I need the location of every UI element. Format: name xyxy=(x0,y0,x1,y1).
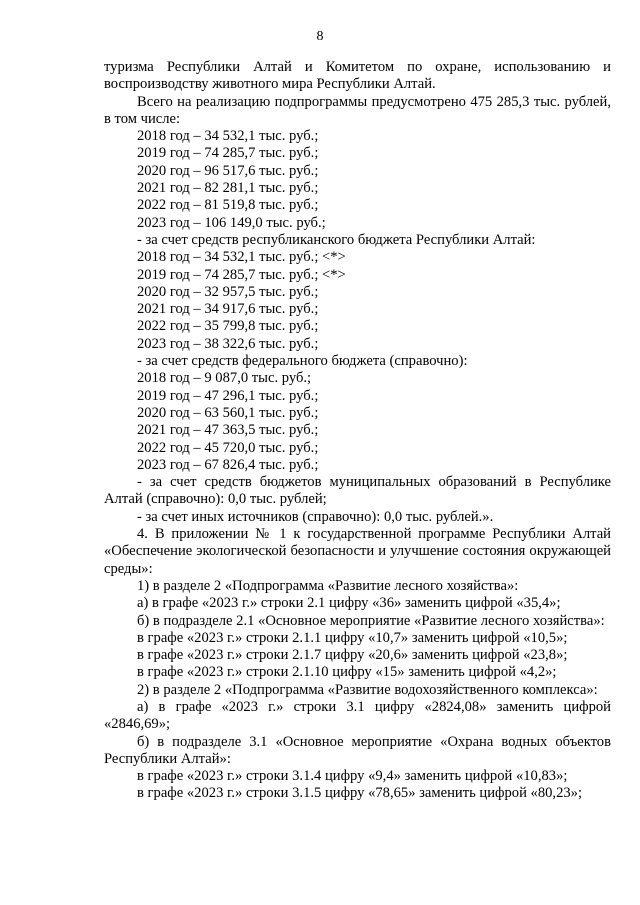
text-line: 2018 год – 34 532,1 тыс. руб.; xyxy=(137,128,319,145)
text-line: 1) в разделе 2 «Подпрограмма «Развитие лесного хозяйства»: xyxy=(137,577,519,594)
text-line: в графе «2023 г.» строки 2.1.7 цифру «20,6» заменить цифрой «23,8»; xyxy=(137,647,568,664)
text-line: 2019 год – 74 285,7 тыс. руб.; xyxy=(137,145,319,162)
text-line: 2022 год – 81 519,8 тыс. руб.; xyxy=(137,197,319,214)
text-line: 2019 год – 47 296,1 тыс. руб.; xyxy=(137,387,319,404)
text-line: 2021 год – 34 917,6 тыс. руб.; xyxy=(137,301,319,318)
text-line: - за счет средств республиканского бюджета Республики Алтай: xyxy=(137,231,536,248)
text-line: 2023 год – 67 826,4 тыс. руб.; xyxy=(137,456,319,473)
text-line: - за счет средств федерального бюджета (справочно): xyxy=(137,353,468,370)
paragraph: Всего на реализацию подпрограммы предусмотрено 475 285,3 тыс. рублей, в том числе: xyxy=(104,93,611,127)
paragraph: - за счет средств бюджетов муниципальных образований в Республике Алтай (справочно): 0,0 тыс. рублей; xyxy=(104,474,611,508)
paragraph: туризма Республики Алтай и Комитетом по охране, использованию и воспроизводству животного мира Республики Алтай. xyxy=(104,59,611,93)
text-line: - за счет иных источников (справочно): 0,0 тыс. рублей.». xyxy=(137,508,494,525)
page-number: 8 xyxy=(316,29,324,44)
text-line: 2023 год – 38 322,6 тыс. руб.; xyxy=(137,335,319,352)
text-line: 2020 год – 32 957,5 тыс. руб.; xyxy=(137,283,319,300)
text-line: в графе «2023 г.» строки 2.1.10 цифру «15» заменить цифрой «4,2»; xyxy=(137,664,557,681)
text-line: 2018 год – 34 532,1 тыс. руб.; <*> xyxy=(137,249,346,266)
paragraph: 4. В приложении № 1 к государственной программе Республики Алтай «Обеспечение экологической безопасности и улучшение состояния окружающей среды»: xyxy=(104,526,611,577)
text-line: 2019 год – 74 285,7 тыс. руб.; <*> xyxy=(137,266,346,283)
text-line: 2020 год – 96 517,6 тыс. руб.; xyxy=(137,162,319,179)
document-body xyxy=(104,59,611,803)
paragraph: б) в подразделе 3.1 «Основное мероприятие «Охрана водных объектов Республики Алтай»: xyxy=(104,733,611,767)
paragraph: б) в подразделе 2.1 «Основное мероприятие «Развитие лесного хозяйства»: xyxy=(137,612,605,629)
text-line: 2022 год – 45 720,0 тыс. руб.; xyxy=(137,439,319,456)
text-line: 2021 год – 47 363,5 тыс. руб.; xyxy=(137,422,319,439)
text-line: а) в графе «2023 г.» строки 2.1 цифру «36» заменить цифрой «35,4»; xyxy=(137,595,561,612)
text-line: 2021 год – 82 281,1 тыс. руб.; xyxy=(137,180,319,197)
text-line: в графе «2023 г.» строки 2.1.1 цифру «10,7» заменить цифрой «10,5»; xyxy=(137,629,568,646)
text-line: 2020 год – 63 560,1 тыс. руб.; xyxy=(137,404,319,421)
text-line: 2018 год – 9 087,0 тыс. руб.; xyxy=(137,370,312,387)
text-line: в графе «2023 г.» строки 3.1.4 цифру «9,4» заменить цифрой «10,83»; xyxy=(137,768,568,785)
paragraph: а) в графе «2023 г.» строки 3.1 цифру «2824,08» заменить цифрой «2846,69»; xyxy=(104,698,611,733)
text-line: 2023 год – 106 149,0 тыс. руб.; xyxy=(137,214,326,231)
text-line: 2022 год – 35 799,8 тыс. руб.; xyxy=(137,318,319,335)
text-line: в графе «2023 г.» строки 3.1.5 цифру «78,65» заменить цифрой «80,23»; xyxy=(137,785,583,802)
paragraph: 2) в разделе 2 «Подпрограмма «Развитие водохозяйственного комплекса»: xyxy=(137,681,598,698)
